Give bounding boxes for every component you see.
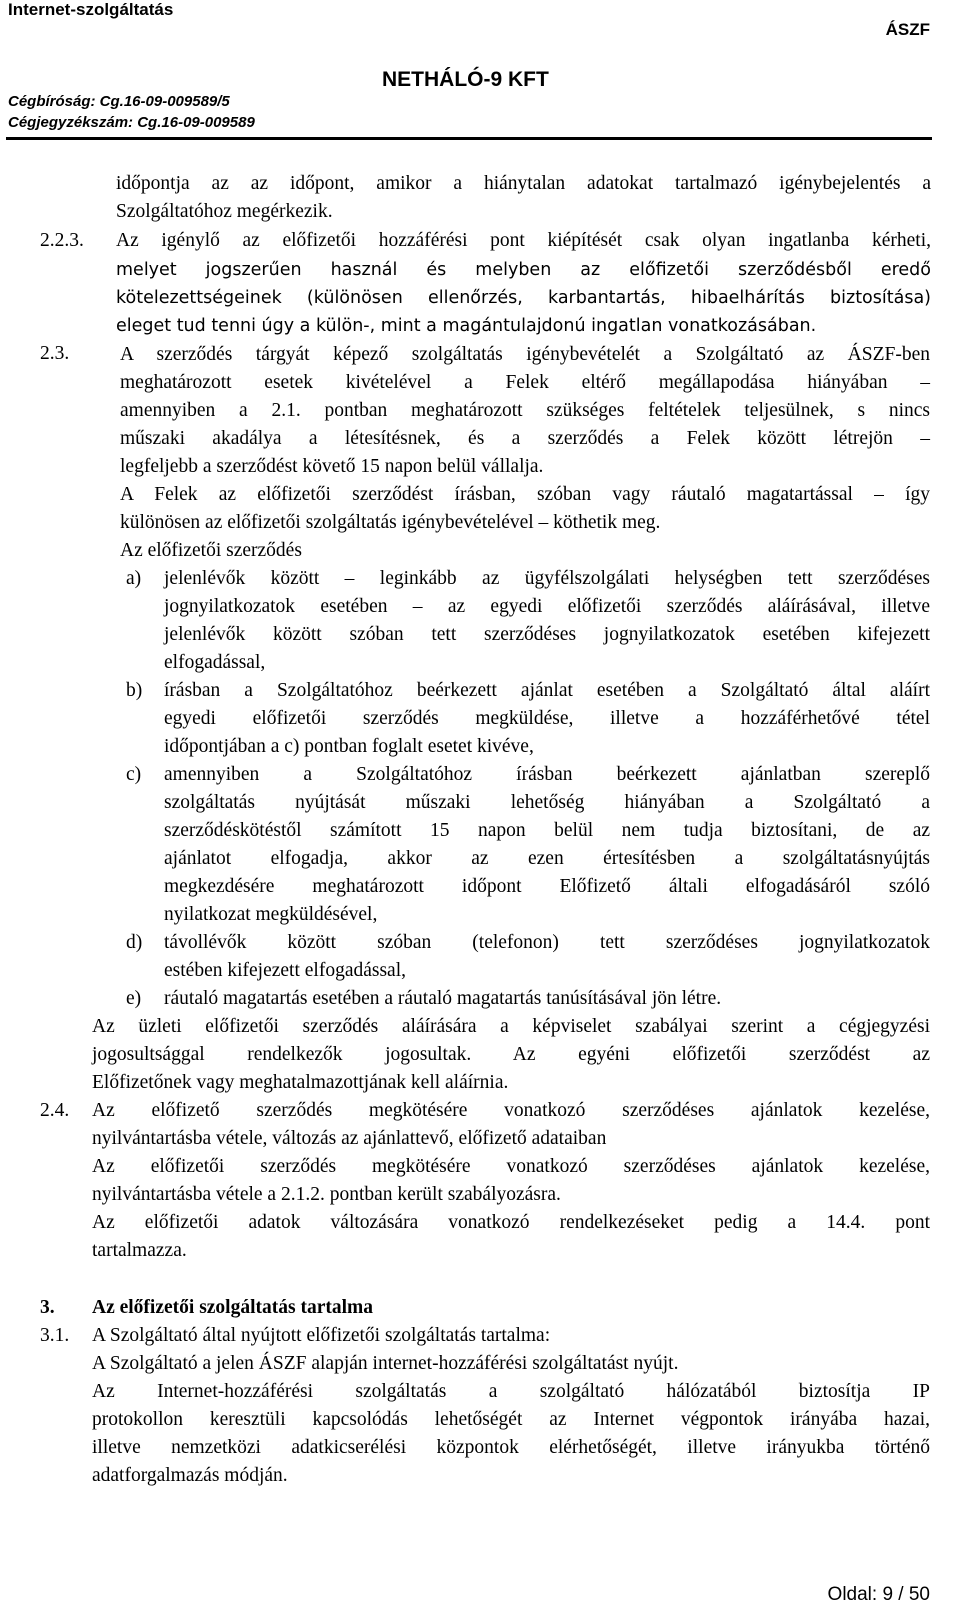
text-line: A Szolgáltató a jelen ÁSZF alapján internet-hozzáférési szolgáltatást nyújt. <box>92 1353 679 1374</box>
text-line: írásban a Szolgáltatóhoz beérkezett ajánlat esetében a Szolgáltató által aláírt <box>164 680 930 701</box>
text-line: tartalmazza. <box>92 1240 187 1261</box>
text-line: ajánlatot elfogadja, akkor az ezen értesítésben a szolgáltatásnyújtás <box>164 848 930 869</box>
list-label-e: e) <box>126 988 142 1009</box>
list-label-d: d) <box>126 932 143 953</box>
list-item-d <box>164 929 930 957</box>
text-line: jogosultsággal rendelkezők jogosultak. Az egyéni előfizetői szerződést az <box>92 1044 930 1065</box>
text-line: szolgáltatás nyújtását műszaki lehetőség hiányában a Szolgáltató a <box>164 792 930 813</box>
section-number-2-4: 2.4. <box>40 1100 70 1121</box>
text-line: Az előfizetői szerződés megkötésére vonatkozó szerződéses ajánlatok kezelése, <box>92 1156 930 1177</box>
text-line: Szolgáltatóhoz megérkezik. <box>116 201 333 222</box>
text-line: A Felek az előfizetői szerződést írásban, szóban vagy ráutaló magatartással – így <box>120 484 930 505</box>
text-line: protokollon keresztüli kapcsolódás lehetőségét az Internet végpontok irányába hazai, <box>92 1409 930 1430</box>
paragraph-3-1 <box>92 1378 930 1462</box>
text-line: Az üzleti előfizetői szerződés aláírására a képviselet szabályai szerint a cégjegyzési <box>92 1016 930 1037</box>
text-line: jelenlévők között szóban tett szerződéses jognyilatkozatok esetében kifejezett <box>164 624 930 645</box>
section-number-2-3: 2.3. <box>40 343 70 364</box>
paragraph-carryover <box>116 171 931 196</box>
text-line: időpontja az az időpont, amikor a hiánytalan adatokat tartalmazó igénybejelentés a <box>116 173 931 194</box>
paragraph-2-4-c <box>92 1209 930 1237</box>
header-divider <box>6 137 932 140</box>
paragraph-2-2-3-sans <box>116 256 931 312</box>
text-line: legfeljebb a szerződést követő 15 napon belül vállalja. <box>120 456 544 477</box>
text-line: nyilatkozat megküldésével, <box>164 904 378 925</box>
section-number-3: 3. <box>40 1297 55 1318</box>
section-number-3-1: 3.1. <box>40 1325 70 1346</box>
text-line: Az előfizetői szerződés <box>120 540 302 561</box>
paragraph-signature <box>92 1013 930 1069</box>
text-line: meghatározott esetek kivételével a Felek eltérő megállapodása hiányában – <box>120 372 930 393</box>
list-label-c: c) <box>126 764 142 785</box>
text-line: megkezdésére meghatározott időpont Előfizető általi elfogadásáról szóló <box>164 876 930 897</box>
text-line: nyilvántartásba vétele, változás az ajánlattevő, előfizető adataiban <box>92 1128 607 1149</box>
text-line: egyedi előfizetői szerződés megküldése, illetve a hozzáférhetővé tétel <box>164 708 930 729</box>
text-line: jelenlévők között – leginkább az ügyfélszolgálati helységben tett szerződéses <box>164 568 930 589</box>
text-line: A szerződés tárgyát képező szolgáltatás igénybevételét a Szolgáltató az ÁSZF-ben <box>120 344 930 365</box>
paragraph-2-4-b <box>92 1153 930 1181</box>
section-title-3: Az előfizetői szolgáltatás tartalma <box>92 1297 374 1318</box>
header-court-reg: Cégbíróság: Cg.16-09-009589/5 <box>8 93 230 110</box>
section-number-2-2-3: 2.2.3. <box>40 230 84 251</box>
paragraph-2-4 <box>92 1097 930 1125</box>
text-line: időpontjában a c) pontban foglalt esetet kivéve, <box>164 736 534 757</box>
text-line: amennyiben a Szolgáltatóhoz írásban beérkezett ajánlatban szereplő <box>164 764 930 785</box>
text-line: adatforgalmazás módján. <box>92 1465 288 1486</box>
paragraph-2-2-3 <box>116 228 931 253</box>
text-line: melyet jogszerűen használ és melyben az előfizetői szerződésből eredő <box>116 260 931 280</box>
text-line: jognyilatkozatok esetében – az egyedi előfizetői szerződés aláírásával, illetve <box>164 596 930 617</box>
text-line: Az előfizető szerződés megkötésére vonatkozó szerződéses ajánlatok kezelése, <box>92 1100 930 1121</box>
text-line: Az igénylő az előfizetői hozzáférési pont kiépítését csak olyan ingatlanba kérheti, <box>116 230 931 251</box>
text-line: kötelezettségeinek (különösen ellenőrzés, karbantartás, hibaelhárítás biztosítása) <box>116 288 931 308</box>
header-aszf: ÁSZF <box>885 20 930 39</box>
text-line: Az Internet-hozzáférési szolgáltatás a szolgáltató hálózatából biztosítja IP <box>92 1381 930 1402</box>
header-company: NETHÁLÓ-9 KFT <box>382 68 549 91</box>
page-number: Oldal: 9 / 50 <box>827 1584 930 1605</box>
paragraph-2-3 <box>120 341 930 453</box>
text-line: különösen az előfizetői szolgáltatás igénybevételével – köthetik meg. <box>120 512 661 533</box>
text-line: amennyiben a 2.1. pontban meghatározott szükséges feltételek teljesülnek, s nincs <box>120 400 930 421</box>
text-line: Előfizetőnek vagy meghatalmazottjának kell aláírnia. <box>92 1072 509 1093</box>
text-line: távollévők között szóban (telefonon) tett szerződéses jognyilatkozatok <box>164 932 930 953</box>
list-item-a <box>164 565 930 649</box>
text-line: estében kifejezett elfogadással, <box>164 960 407 981</box>
list-item-b <box>164 677 930 733</box>
text-line: nyilvántartásba vétele a 2.1.2. pontban került szabályozásra. <box>92 1184 561 1205</box>
list-label-b: b) <box>126 680 143 701</box>
list-item-e: ráutaló magatartás esetében a ráutaló magatartás tanúsításával jön létre. <box>164 988 722 1009</box>
text-line: Az előfizetői adatok változására vonatkozó rendelkezéseket pedig a 14.4. pont <box>92 1212 930 1233</box>
text-line: illetve nemzetközi adatkicserélési központok elérhetőségét, illetve irányukba történő <box>92 1437 930 1458</box>
paragraph-2-3-b <box>120 481 930 509</box>
text-line: műszaki akadálya a létesítésnek, és a szerződés a Felek között létrejön – <box>120 428 930 449</box>
header-company-reg: Cégjegyzékszám: Cg.16-09-009589 <box>8 114 255 131</box>
list-item-c <box>164 761 930 901</box>
text-line: elfogadással, <box>164 652 266 673</box>
text-line: szerződéskötéstől számított 15 napon belül nem tudja biztosítani, de az <box>164 820 930 841</box>
text-line: A Szolgáltató által nyújtott előfizetői szolgáltatás tartalma: <box>92 1325 551 1346</box>
header-doc-type: Internet-szolgáltatás <box>8 0 174 19</box>
list-label-a: a) <box>126 568 142 589</box>
text-line: eleget tud tenni úgy a külön-, mint a magántulajdonú ingatlan vonatkozásában. <box>116 316 817 336</box>
